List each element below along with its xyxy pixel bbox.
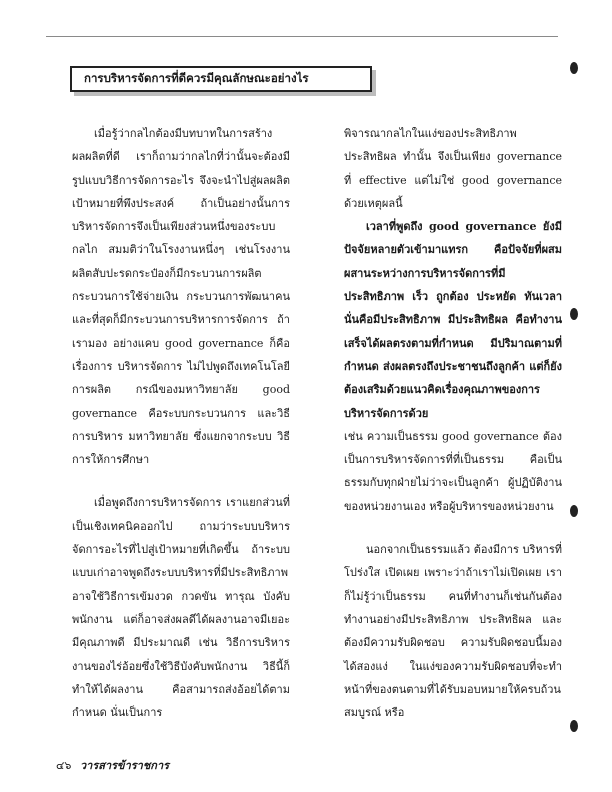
paragraph-right-1: พิจารณากลไกในแง่ของประสิทธิภาพ ประสิทธิผล ทำนั้น จึงเป็นเพียง governance ที่ effective แต่ไม่ใช่ good governance ด้วยเหตุผลนี้	[344, 127, 562, 210]
margin-dot	[570, 505, 578, 517]
margin-dot	[570, 62, 578, 74]
paragraph-right-3: เช่น ความเป็นธรรม good governance ต้องเป็นการบริหารจัดการที่ที่เป็นธรรม คือเป็นธรรมกับทุกฝ่ายไม่ว่าจะเป็นลูกค้า ผู้ปฏิบัติงานของหน่วยงานเอง หรือผู้บริหารของหน่วยงาน	[344, 429, 562, 513]
paragraph-right-2: เวลาที่พูดถึง good governance ยังมีปัจจัยหลายตัวเข้ามาแทรก คือปัจจัยที่ผสมผสานระหว่างการบริหารจัดการที่มีประสิทธิภาพ เร็ว ถูกต้อง ประหยัด ทันเวลา นั่นคือมีประสิทธิภาพ มีประสิทธิผล คือทำงานเสร็จได้ผลตรงตามที่กำหนด มีปริมาณตามที่กำหนด ส่งผลตรงถึงประชาชนถึงลูกค้า แต่ก็ยังต้องเสริมด้วยแนวคิดเรื่องคุณภาพของการบริหารจัดการด้วย	[344, 220, 562, 420]
top-rule	[46, 36, 558, 37]
section-heading: การบริหารจัดการที่ดีควรมีคุณลักษณะอย่างไร	[70, 66, 372, 92]
margin-dot	[570, 720, 578, 732]
paragraph-left-2: เมื่อพูดถึงการบริหารจัดการ เราแยกส่วนที่เป็นเชิงเทคนิคออกไป ถามว่าระบบบริหารจัดการอะไรที่ไปสู่เป้าหมายที่เกิดขึ้น ถ้าระบบแบบเก่าอาจพูดถึงระบบบริหารที่มีประสิทธิภาพ อาจใช้วิธีการเข้มงวด กวดขัน ทารุณ บังคับพนักงาน แต่ก็อาจส่งผลดีได้ผลงานอาจมีเยอะ มีคุณภาพดี มีประมาณดี เช่น วิธีการบริหารงานของไร่อ้อยซึ่งใช้วิธีบังคับพนักงาน วิธีนี้ก็ทำให้ได้ผลงาน คือสามารถส่งอ้อยได้ตามกำหนด นั่นเป็นการ	[72, 496, 290, 720]
paragraph-right-4: นอกจากเป็นธรรมแล้ว ต้องมีการ บริหารที่โปร่งใส เปิดเผย เพราะว่าถ้าเราไม่เปิดเผย เราก็ไม่รู้ว่าเป็นธรรม คนที่ทำงานก็เช่นกันต้องทำงานอย่างมีประสิทธิภาพ ประสิทธิผล และต้องมีความรับผิดชอบ ความรับผิดชอบนี้มองได้สองแง่ ในแง่ของความรับผิดชอบที่จะทำหน้าที่ของตนตามที่ได้รับมอบหมายให้ครบถ้วนสมบูรณ์ หรือ	[344, 543, 562, 720]
page-number: ๔๖	[56, 759, 72, 772]
margin-dot	[570, 308, 578, 320]
magazine-name: วารสารข้าราชการ	[80, 759, 170, 772]
left-column	[72, 122, 290, 724]
right-column	[344, 122, 562, 724]
paragraph-left-1: เมื่อรู้ว่ากลไกต้องมีบทบาทในการสร้างผลผลิตที่ดี เราก็ถามว่ากลไกที่ว่านั้นจะต้องมีรูปแบบวิธีการจัดการอะไร จึงจะนำไปสู่ผลผลิตเป้าหมายที่พึงประสงค์ ถ้าเป็นอย่างนั้นการบริหารจัดการจึงเป็นเพียงส่วนหนึ่งของระบบกลไก สมมติว่าในโรงงานหนึ่งๆ เช่นโรงงานผลิตสับปะรดกระป๋องก็มีกระบวนการผลิต กระบวนการใช้จ่ายเงิน กระบวนการพัฒนาคน และที่สุดก็มีกระบวนการบริหารการจัดการ ถ้าเรามอง อย่างแคบ good governance ก็คือเรื่องการ บริหารจัดการ ไม่ไปพูดถึงเทคโนโลยีการผลิต กรณีของมหาวิทยาลัย good governance คือระบบกระบวนการ และวิธีการบริหาร มหาวิทยาลัย ซึ่งแยกจากระบบ วิธีการให้การศึกษา	[72, 127, 290, 467]
